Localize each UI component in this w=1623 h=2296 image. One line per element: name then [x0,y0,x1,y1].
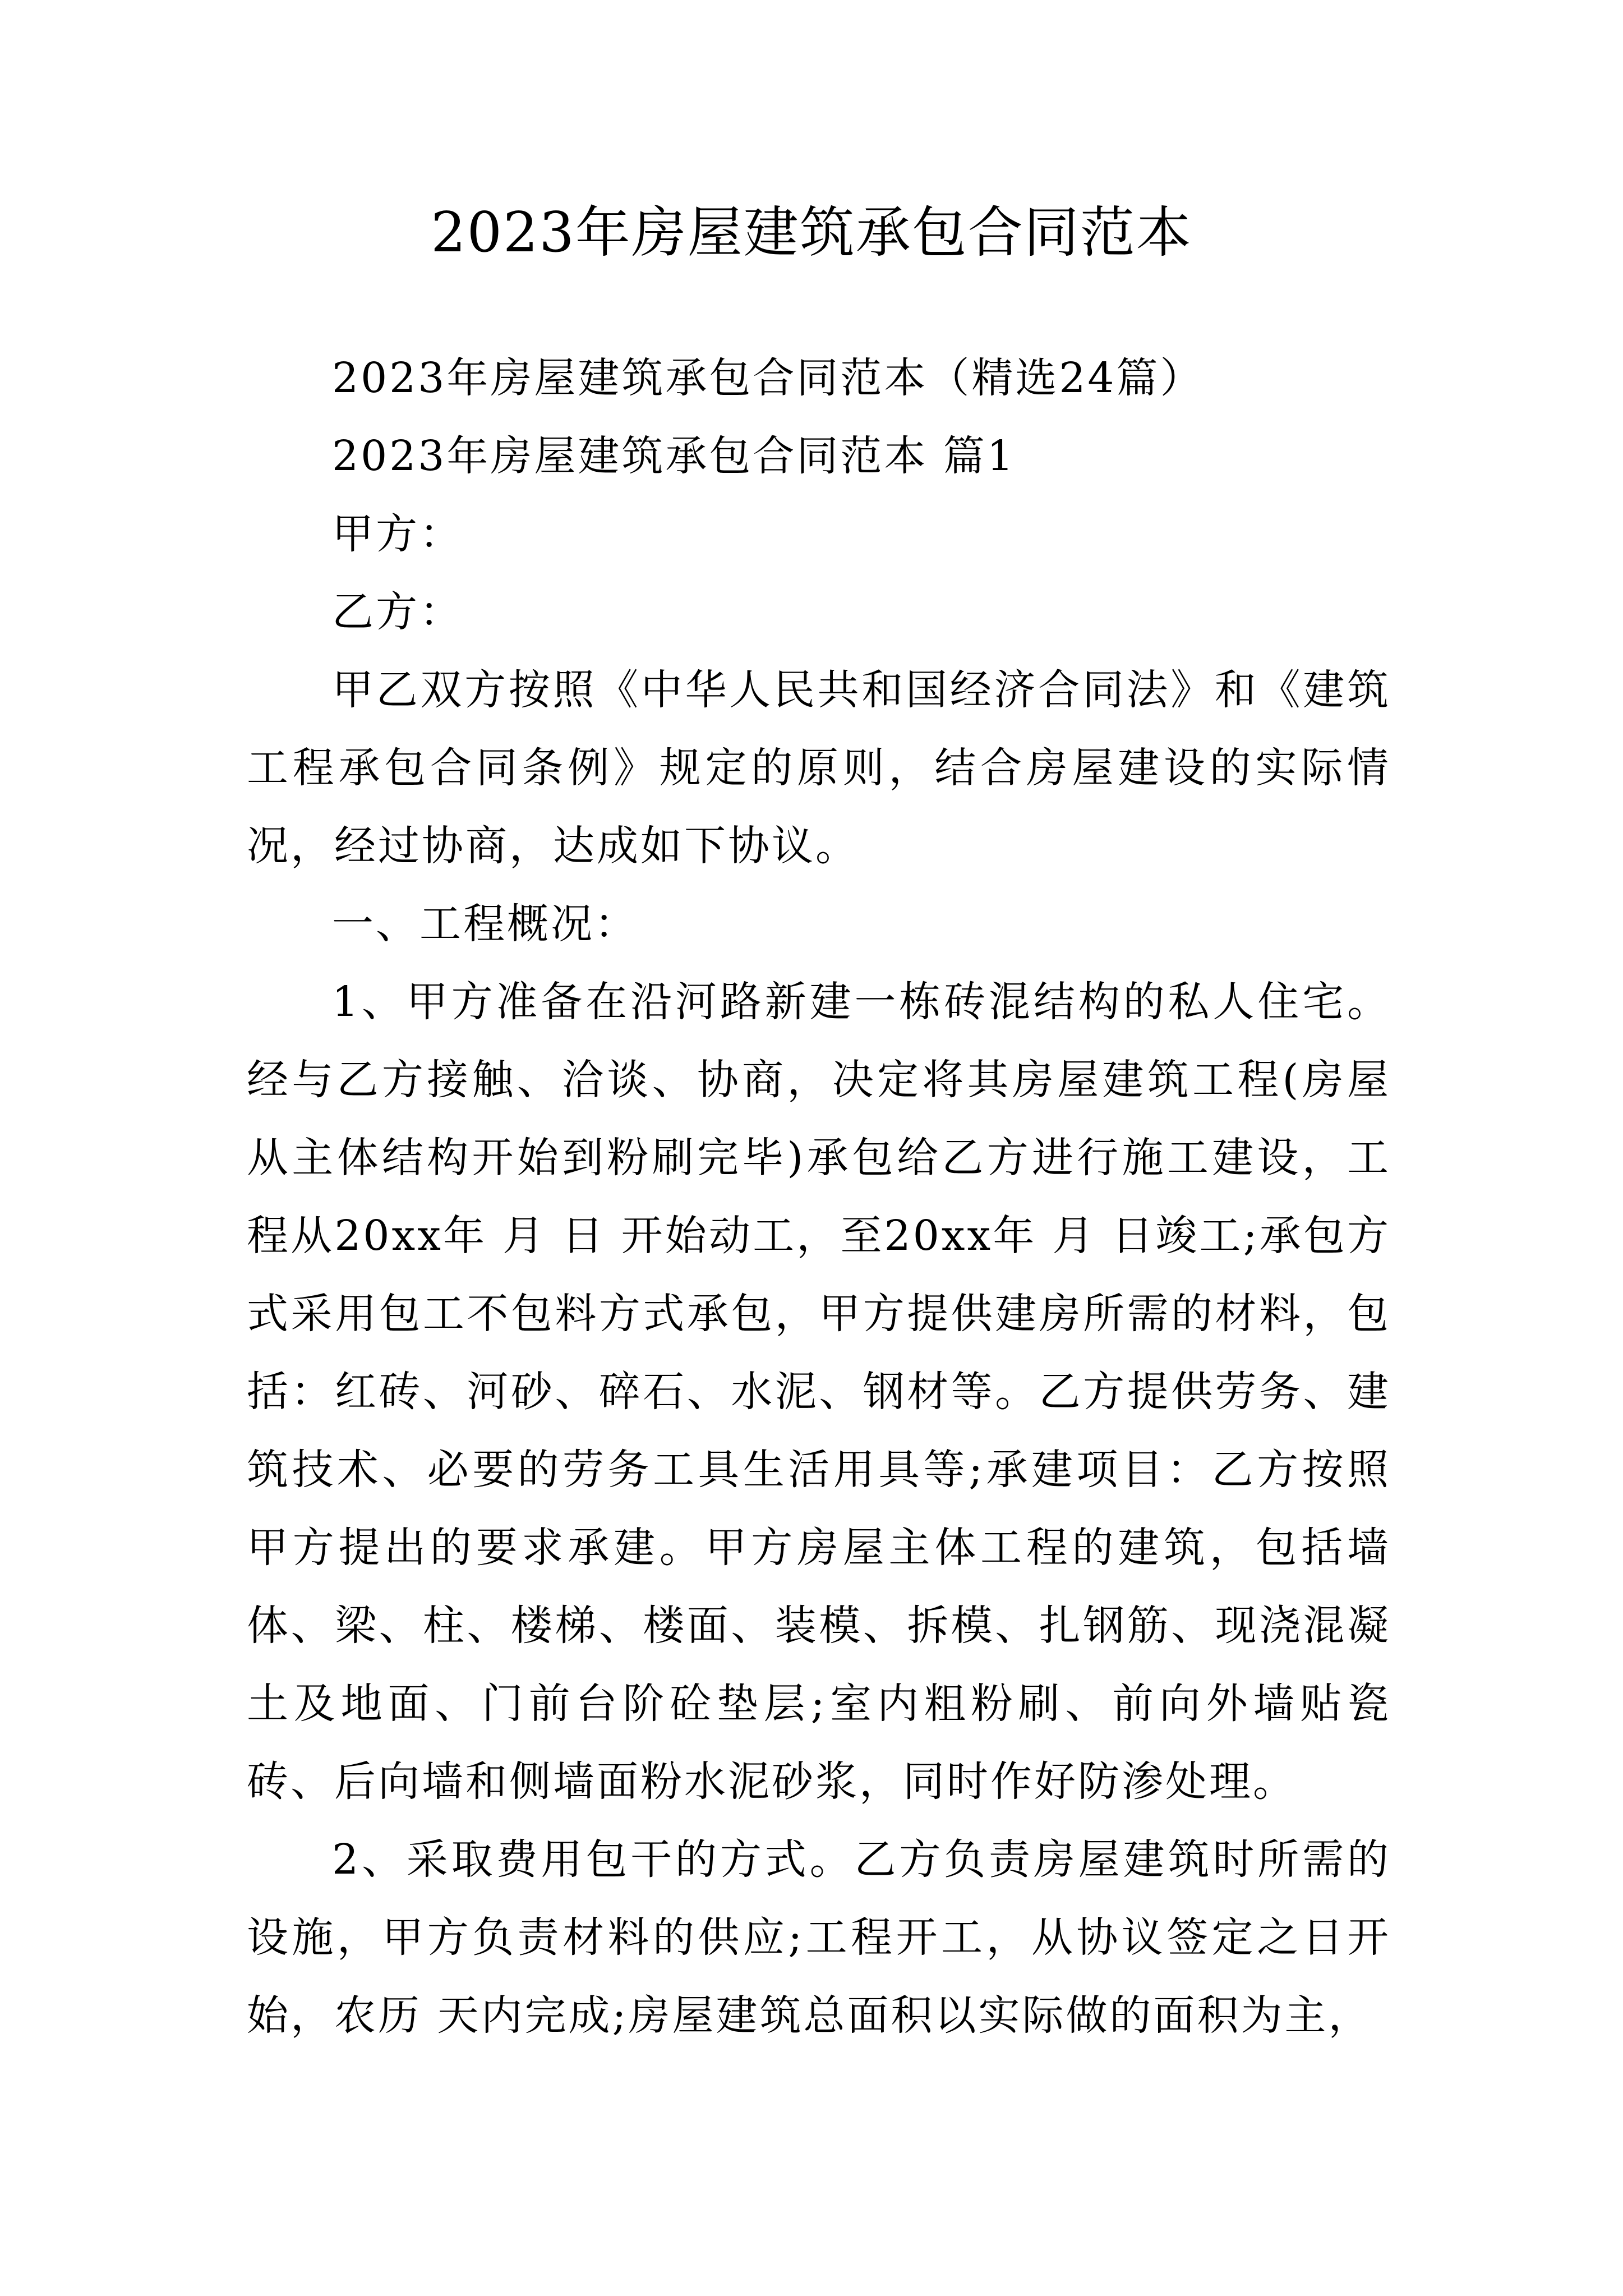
party-a-line: 甲方： [332,510,463,558]
project-overview-heading: 一、工程概况： [332,900,638,948]
clause-2-paragraph: 2、采取费用包干的方式。乙方负责房屋建筑时所需的设施，甲方负责材料的供应;工程开工，从协议签定之日开始，农历 天内完成;房屋建筑总面积以实际做的面积为主， [247,1835,1391,2040]
section-heading: 2023年房屋建筑承包合同范本 篇1 [332,432,1016,480]
document-body [247,339,1391,2055]
document-title: 2023年房屋建筑承包合同范本 [431,201,1192,265]
clause-1-paragraph: 1、甲方准备在沿河路新建一栋砖混结构的私人住宅。经与乙方接触、洽谈、协商，决定将其房屋建筑工程(房屋从主体结构开始到粉刷完毕)承包给乙方进行施工建设，工程从20xx年 月 日 开始动工，至20xx年 月 日竣工;承包方式采用包工不包料方式承包，甲方提供建房所需的材料，包括：红砖、河砂、碎石、水泥、钢材等。乙方提供劳务、建筑技术、必要的劳务工具生活用具等;承建项目：乙方按照甲方提出的要求承建。甲方房屋主体工程的建筑，包括墙体、梁、柱、楼梯、楼面、装模、拆模、扎钢筋、现浇混凝土及地面、门前台阶砼垫层;室内粗粉刷、前向外墙贴瓷砖、后向墙和侧墙面粉水泥砂浆，同时作好防渗处理。 [247,978,1391,1806]
party-b-line: 乙方： [332,588,463,636]
subtitle-paragraph: 2023年房屋建筑承包合同范本（精选24篇） [332,354,1204,402]
intro-paragraph: 甲乙双方按照《中华人民共和国经济合同法》和《建筑工程承包合同条例》规定的原则，结合房屋建设的实际情况，经过协商，达成如下协议。 [247,666,1391,870]
